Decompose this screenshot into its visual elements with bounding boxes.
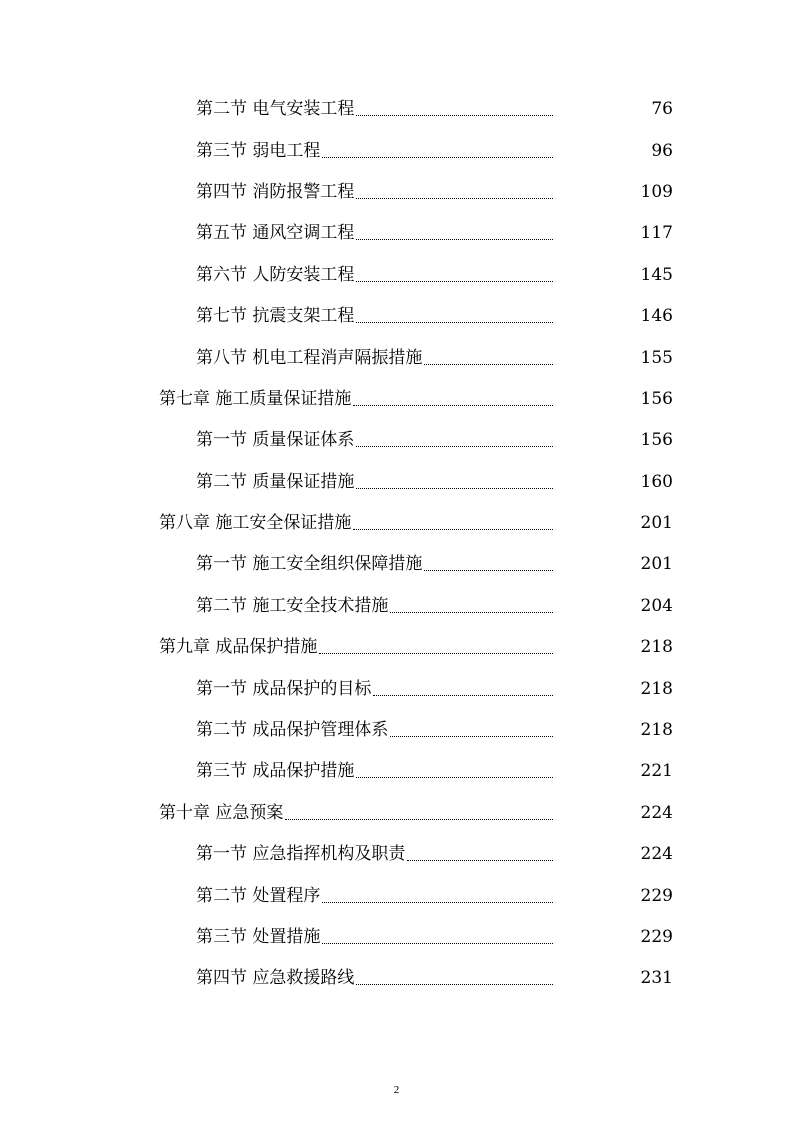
toc-entry-page: 218 <box>640 678 673 699</box>
toc-entry-page: 109 <box>640 181 673 202</box>
dot-leader <box>353 405 553 406</box>
toc-entry-page: 160 <box>640 471 673 492</box>
dot-leader <box>356 322 553 323</box>
toc-entry[interactable] <box>0 296 793 337</box>
toc-entry-title: 第六节 人防安装工程 <box>196 264 355 285</box>
dot-leader <box>356 239 553 240</box>
toc-chapter-entry[interactable] <box>0 793 793 834</box>
toc-entry[interactable] <box>0 213 793 254</box>
toc-entry[interactable] <box>0 420 793 461</box>
dot-leader <box>356 115 553 116</box>
toc-entry[interactable] <box>0 710 793 751</box>
toc-entry-page: 231 <box>640 968 673 989</box>
toc-entry-title: 第七章 施工质量保证措施 <box>159 388 352 409</box>
dot-leader <box>407 860 553 861</box>
toc-entry-page: 146 <box>640 306 673 327</box>
toc-entry[interactable] <box>0 875 793 916</box>
toc-entry[interactable] <box>0 834 793 875</box>
dot-leader <box>319 653 553 654</box>
toc-entry-title: 第一节 应急指挥机构及职责 <box>196 844 406 865</box>
dot-leader <box>285 819 553 820</box>
dot-leader <box>390 612 553 613</box>
toc-entry-page: 155 <box>640 347 673 368</box>
toc-entry-page: 224 <box>640 844 673 865</box>
toc-entry-title: 第二节 处置程序 <box>196 885 321 906</box>
dot-leader <box>322 902 553 903</box>
dot-leader <box>356 281 553 282</box>
toc-chapter-entry[interactable] <box>0 503 793 544</box>
dot-leader <box>373 695 553 696</box>
toc-entry[interactable] <box>0 462 793 503</box>
toc-entry[interactable] <box>0 668 793 709</box>
toc-entry-title: 第二节 施工安全技术措施 <box>196 595 389 616</box>
toc-entry[interactable] <box>0 751 793 792</box>
toc-entry-title: 第四节 应急救援路线 <box>196 968 355 989</box>
table-of-contents <box>0 89 793 1000</box>
toc-entry-page: 145 <box>640 264 673 285</box>
toc-entry-title: 第十章 应急预案 <box>159 802 284 823</box>
toc-entry[interactable] <box>0 255 793 296</box>
toc-entry[interactable] <box>0 337 793 378</box>
toc-entry-title: 第七节 抗震支架工程 <box>196 306 355 327</box>
dot-leader <box>390 736 553 737</box>
dot-leader <box>356 777 553 778</box>
toc-entry-title: 第二节 成品保护管理体系 <box>196 720 389 741</box>
toc-entry-title: 第八节 机电工程消声隔振措施 <box>196 347 423 368</box>
toc-entry-title: 第五节 通风空调工程 <box>196 223 355 244</box>
dot-leader <box>356 446 553 447</box>
dot-leader <box>356 198 553 199</box>
toc-entry-title: 第九章 成品保护措施 <box>159 637 318 658</box>
dot-leader <box>322 943 553 944</box>
toc-entry[interactable] <box>0 544 793 585</box>
toc-entry-title: 第三节 弱电工程 <box>196 140 321 161</box>
toc-entry-title: 第三节 处置措施 <box>196 927 321 947</box>
toc-entry[interactable] <box>0 958 793 999</box>
toc-chapter-entry[interactable] <box>0 379 793 420</box>
toc-entry-title: 第一节 质量保证体系 <box>196 430 355 451</box>
toc-entry[interactable] <box>0 130 793 171</box>
toc-entry-page: 117 <box>640 223 673 244</box>
toc-entry-page: 221 <box>640 761 673 782</box>
toc-entry-page: 218 <box>640 720 673 741</box>
dot-leader <box>424 570 553 571</box>
toc-entry-title: 第一节 施工安全组织保障措施 <box>196 554 423 575</box>
toc-entry-page: 156 <box>640 430 673 451</box>
toc-entry-page: 229 <box>640 927 673 947</box>
toc-entry-page: 96 <box>651 140 673 161</box>
toc-entry-page: 201 <box>640 554 673 575</box>
page-number: 2 <box>393 1084 400 1096</box>
toc-entry-title: 第二节 电气安装工程 <box>196 99 355 120</box>
toc-entry-title: 第二节 质量保证措施 <box>196 471 355 492</box>
toc-entry[interactable] <box>0 172 793 213</box>
toc-chapter-entry[interactable] <box>0 627 793 668</box>
toc-entry-page: 201 <box>640 513 673 534</box>
toc-entry-page: 204 <box>640 595 673 616</box>
dot-leader <box>353 529 553 530</box>
toc-entry-title: 第四节 消防报警工程 <box>196 181 355 202</box>
toc-entry[interactable] <box>0 917 793 958</box>
toc-entry-page: 224 <box>640 802 673 823</box>
dot-leader <box>424 364 553 365</box>
toc-entry-title: 第八章 施工安全保证措施 <box>159 513 352 534</box>
toc-entry-title: 第一节 成品保护的目标 <box>196 678 372 699</box>
dot-leader <box>356 984 553 985</box>
dot-leader <box>356 488 553 489</box>
toc-entry[interactable] <box>0 586 793 627</box>
toc-entry-page: 156 <box>640 388 673 409</box>
toc-entry-page: 229 <box>640 885 673 906</box>
toc-entry-page: 76 <box>651 99 673 120</box>
toc-entry[interactable] <box>0 89 793 130</box>
toc-entry-title: 第三节 成品保护措施 <box>196 761 355 782</box>
dot-leader <box>322 157 553 158</box>
toc-entry-page: 218 <box>640 637 673 658</box>
